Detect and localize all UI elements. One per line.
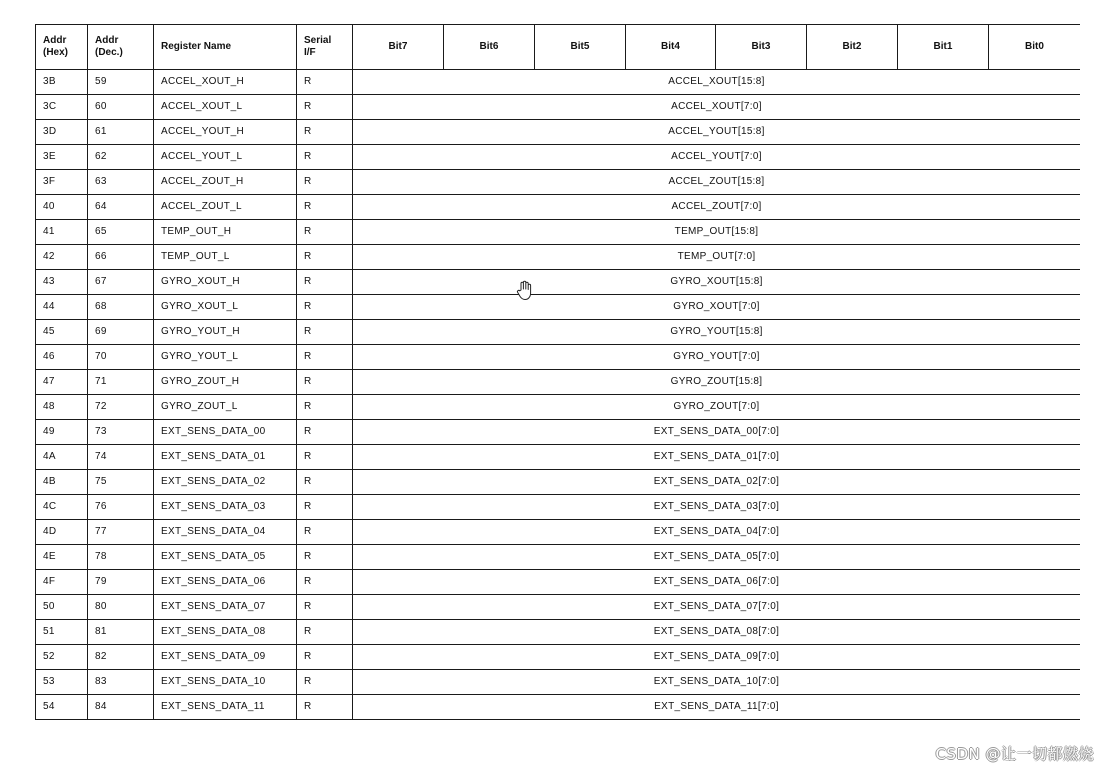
header-bit5: Bit5 [535,25,626,70]
cell-serial-if: R [297,70,353,95]
cell-bit-field: GYRO_YOUT[15:8] [353,320,1081,345]
table-row [36,220,1081,245]
table-row [36,270,1081,295]
table-row [36,170,1081,195]
cell-register-name: GYRO_YOUT_H [154,320,297,345]
table-row [36,95,1081,120]
table-row [36,395,1081,420]
cell-register-name: ACCEL_ZOUT_L [154,195,297,220]
cell-bit-field: EXT_SENS_DATA_05[7:0] [353,545,1081,570]
cell-bit-field: ACCEL_YOUT[7:0] [353,145,1081,170]
cell-serial-if: R [297,370,353,395]
cell-addr-dec: 82 [88,645,154,670]
cell-register-name: GYRO_XOUT_H [154,270,297,295]
cell-addr-dec: 61 [88,120,154,145]
cell-bit-field: EXT_SENS_DATA_11[7:0] [353,695,1081,720]
cell-serial-if: R [297,295,353,320]
table-row [36,620,1081,645]
cell-serial-if: R [297,520,353,545]
cell-addr-hex: 4B [36,470,88,495]
cell-addr-dec: 76 [88,495,154,520]
cell-register-name: ACCEL_XOUT_H [154,70,297,95]
cell-addr-dec: 60 [88,95,154,120]
header-bit1: Bit1 [898,25,989,70]
table-row [36,345,1081,370]
watermark: CSDN @让一切都燃烧 [935,745,1094,763]
cell-serial-if: R [297,245,353,270]
cell-addr-dec: 65 [88,220,154,245]
cell-register-name: ACCEL_ZOUT_H [154,170,297,195]
cell-addr-hex: 3B [36,70,88,95]
table-row [36,470,1081,495]
cell-register-name: EXT_SENS_DATA_08 [154,620,297,645]
cell-serial-if: R [297,545,353,570]
cell-addr-dec: 81 [88,620,154,645]
cell-serial-if: R [297,95,353,120]
cell-bit-field: ACCEL_ZOUT[7:0] [353,195,1081,220]
cell-addr-hex: 52 [36,645,88,670]
cell-serial-if: R [297,620,353,645]
cell-serial-if: R [297,420,353,445]
cell-addr-hex: 3E [36,145,88,170]
cell-addr-hex: 41 [36,220,88,245]
cell-addr-dec: 59 [88,70,154,95]
cell-addr-hex: 3F [36,170,88,195]
header-bit2: Bit2 [807,25,898,70]
cell-addr-hex: 48 [36,395,88,420]
table-row [36,520,1081,545]
header-serial-if: Serial I/F [297,25,353,70]
cell-addr-dec: 73 [88,420,154,445]
cell-serial-if: R [297,670,353,695]
cell-register-name: EXT_SENS_DATA_02 [154,470,297,495]
header-register-name: Register Name [154,25,297,70]
cell-addr-dec: 71 [88,370,154,395]
register-rows [36,70,1081,720]
cell-serial-if: R [297,145,353,170]
table-row [36,670,1081,695]
table-row [36,595,1081,620]
cell-register-name: EXT_SENS_DATA_04 [154,520,297,545]
cell-addr-hex: 4D [36,520,88,545]
cell-bit-field: EXT_SENS_DATA_08[7:0] [353,620,1081,645]
cell-register-name: ACCEL_XOUT_L [154,95,297,120]
cell-bit-field: EXT_SENS_DATA_02[7:0] [353,470,1081,495]
cell-bit-field: GYRO_ZOUT[15:8] [353,370,1081,395]
cell-bit-field: EXT_SENS_DATA_10[7:0] [353,670,1081,695]
cell-addr-dec: 84 [88,695,154,720]
cell-register-name: EXT_SENS_DATA_01 [154,445,297,470]
cell-addr-hex: 47 [36,370,88,395]
cell-register-name: GYRO_XOUT_L [154,295,297,320]
cell-addr-hex: 3C [36,95,88,120]
cell-bit-field: GYRO_XOUT[7:0] [353,295,1081,320]
table-row [36,370,1081,395]
cell-addr-hex: 54 [36,695,88,720]
cell-register-name: EXT_SENS_DATA_11 [154,695,297,720]
table-row [36,545,1081,570]
cell-register-name: TEMP_OUT_H [154,220,297,245]
cell-bit-field: EXT_SENS_DATA_01[7:0] [353,445,1081,470]
cell-addr-dec: 66 [88,245,154,270]
cell-bit-field: ACCEL_ZOUT[15:8] [353,170,1081,195]
table-row [36,295,1081,320]
cell-serial-if: R [297,395,353,420]
cell-addr-dec: 75 [88,470,154,495]
cell-register-name: ACCEL_YOUT_H [154,120,297,145]
cell-serial-if: R [297,345,353,370]
table-row [36,645,1081,670]
cell-addr-hex: 4A [36,445,88,470]
cell-addr-dec: 83 [88,670,154,695]
header-bit7: Bit7 [353,25,444,70]
cell-serial-if: R [297,645,353,670]
cell-bit-field: GYRO_ZOUT[7:0] [353,395,1081,420]
cell-bit-field: TEMP_OUT[15:8] [353,220,1081,245]
cell-bit-field: EXT_SENS_DATA_03[7:0] [353,495,1081,520]
cell-register-name: GYRO_ZOUT_H [154,370,297,395]
cell-bit-field: ACCEL_XOUT[7:0] [353,95,1081,120]
cell-addr-hex: 53 [36,670,88,695]
table-row [36,420,1081,445]
table-row [36,570,1081,595]
cell-addr-dec: 69 [88,320,154,345]
hand-cursor-icon [515,280,535,302]
cell-addr-dec: 77 [88,520,154,545]
cell-register-name: TEMP_OUT_L [154,245,297,270]
table-row [36,495,1081,520]
header-addr-hex: Addr (Hex) [36,25,88,70]
cell-register-name: EXT_SENS_DATA_05 [154,545,297,570]
table-row [36,70,1081,95]
cell-addr-hex: 4E [36,545,88,570]
cell-bit-field: EXT_SENS_DATA_06[7:0] [353,570,1081,595]
cell-serial-if: R [297,320,353,345]
header-bit4: Bit4 [626,25,716,70]
header-bit0: Bit0 [989,25,1081,70]
cell-addr-hex: 3D [36,120,88,145]
cell-serial-if: R [297,270,353,295]
cell-addr-dec: 78 [88,545,154,570]
cell-bit-field: GYRO_YOUT[7:0] [353,345,1081,370]
cell-register-name: EXT_SENS_DATA_06 [154,570,297,595]
cell-serial-if: R [297,495,353,520]
table-row [36,145,1081,170]
cell-serial-if: R [297,445,353,470]
cell-addr-dec: 64 [88,195,154,220]
table-row [36,320,1081,345]
cell-addr-dec: 79 [88,570,154,595]
cell-bit-field: EXT_SENS_DATA_04[7:0] [353,520,1081,545]
cell-serial-if: R [297,220,353,245]
cell-bit-field: ACCEL_XOUT[15:8] [353,70,1081,95]
table-row [36,120,1081,145]
cell-register-name: GYRO_ZOUT_L [154,395,297,420]
cell-bit-field: EXT_SENS_DATA_09[7:0] [353,645,1081,670]
cell-serial-if: R [297,570,353,595]
cell-addr-hex: 42 [36,245,88,270]
cell-addr-dec: 80 [88,595,154,620]
cell-addr-dec: 72 [88,395,154,420]
cell-addr-hex: 4F [36,570,88,595]
table-row [36,445,1081,470]
cell-bit-field: EXT_SENS_DATA_07[7:0] [353,595,1081,620]
header-addr-dec: Addr (Dec.) [88,25,154,70]
table-row [36,195,1081,220]
table-row [36,245,1081,270]
cell-addr-dec: 62 [88,145,154,170]
cell-register-name: GYRO_YOUT_L [154,345,297,370]
cell-bit-field: GYRO_XOUT[15:8] [353,270,1081,295]
cell-register-name: EXT_SENS_DATA_03 [154,495,297,520]
cell-addr-dec: 70 [88,345,154,370]
cell-bit-field: TEMP_OUT[7:0] [353,245,1081,270]
cell-addr-hex: 46 [36,345,88,370]
cell-serial-if: R [297,470,353,495]
cell-addr-dec: 67 [88,270,154,295]
cell-addr-hex: 43 [36,270,88,295]
cell-register-name: EXT_SENS_DATA_07 [154,595,297,620]
header-bit3: Bit3 [716,25,807,70]
cell-register-name: ACCEL_YOUT_L [154,145,297,170]
cell-bit-field: ACCEL_YOUT[15:8] [353,120,1081,145]
table-row [36,695,1081,720]
cell-register-name: EXT_SENS_DATA_10 [154,670,297,695]
cell-addr-hex: 4C [36,495,88,520]
cell-serial-if: R [297,595,353,620]
register-map-table [35,24,1080,720]
cell-bit-field: EXT_SENS_DATA_00[7:0] [353,420,1081,445]
cell-register-name: EXT_SENS_DATA_09 [154,645,297,670]
cell-addr-hex: 40 [36,195,88,220]
cell-addr-dec: 63 [88,170,154,195]
cell-addr-hex: 49 [36,420,88,445]
cell-serial-if: R [297,170,353,195]
cell-serial-if: R [297,120,353,145]
header-row [36,25,1081,70]
register-map-sheet [35,24,1080,784]
cell-addr-hex: 51 [36,620,88,645]
cell-serial-if: R [297,695,353,720]
cell-register-name: EXT_SENS_DATA_00 [154,420,297,445]
cell-addr-hex: 44 [36,295,88,320]
cell-addr-dec: 74 [88,445,154,470]
cell-addr-dec: 68 [88,295,154,320]
cell-serial-if: R [297,195,353,220]
cell-addr-hex: 50 [36,595,88,620]
cell-addr-hex: 45 [36,320,88,345]
header-bit6: Bit6 [444,25,535,70]
